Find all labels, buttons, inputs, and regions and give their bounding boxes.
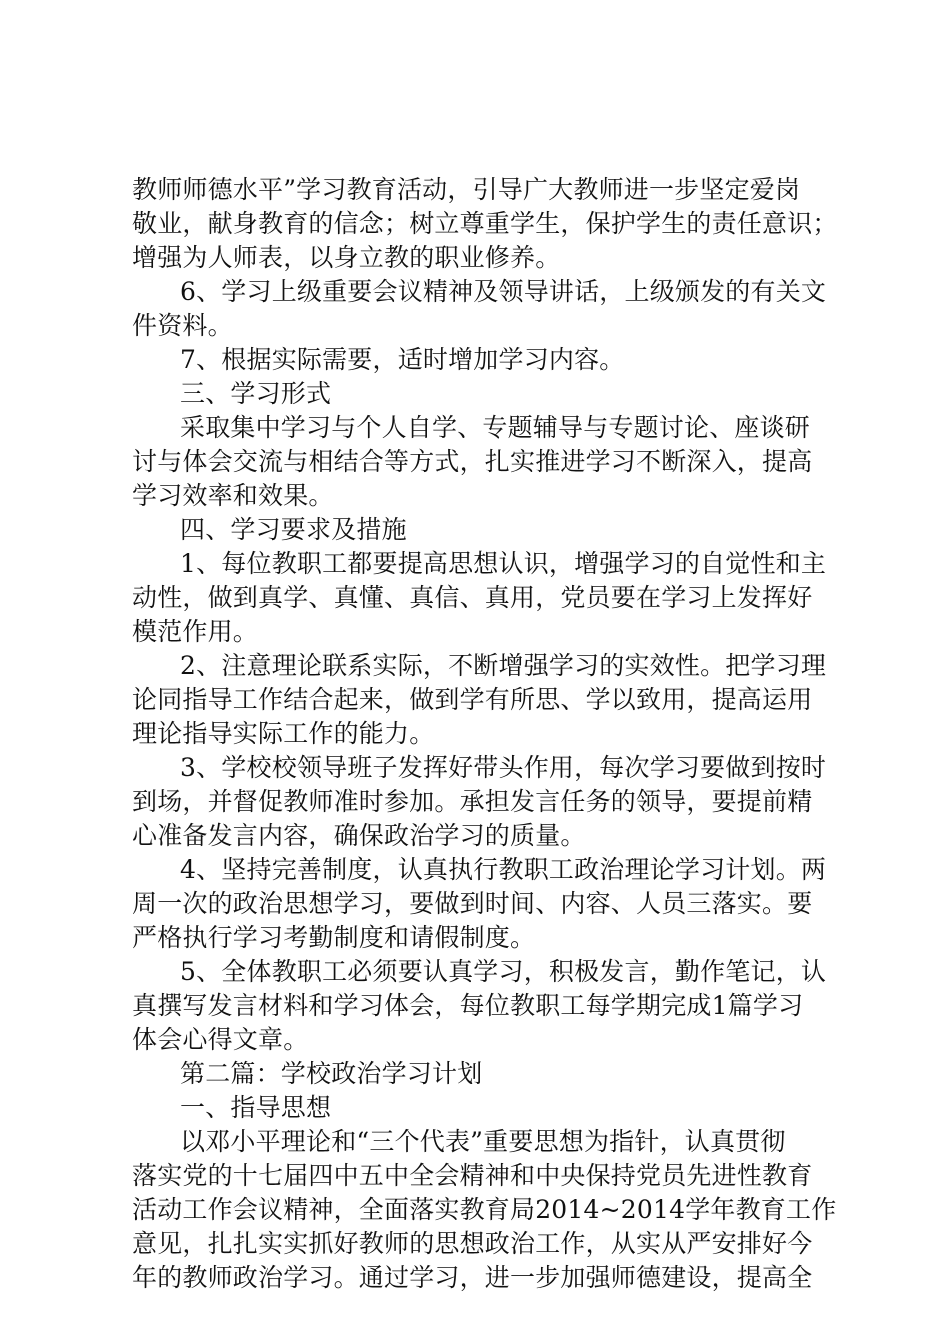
text-line: 意见，扎扎实实抓好教师的思想政治工作，从实从严安排好今: [132, 1229, 813, 1258]
text-line: 到场，并督促教师准时参加。承担发言任务的领导，要提前精: [132, 787, 813, 816]
text-line: 年的教师政治学习。通过学习，进一步加强师德建设，提高全: [132, 1263, 813, 1292]
text-line: 模范作用。: [132, 617, 259, 646]
text-line: 严格执行学习考勤制度和请假制度。: [132, 923, 536, 952]
text-line: 心准备发言内容，确保政治学习的质量。: [132, 821, 586, 850]
text-line: 件资料。: [132, 311, 233, 340]
text-line: 2、注意理论联系实际，不断增强学习的实效性。把学习理: [180, 651, 827, 680]
text-line: 5、全体教职工必须要认真学习，积极发言，勤作笔记，认: [180, 957, 827, 986]
text-line: 敬业，献身教育的信念；树立尊重学生，保护学生的责任意识；: [132, 209, 838, 238]
text-line: 活动工作会议精神，全面落实教育局2014~2014学年教育工作: [132, 1195, 837, 1224]
text-line: 6、学习上级重要会议精神及领导讲话，上级颁发的有关文: [180, 277, 827, 306]
text-line: 增强为人师表，以身立教的职业修养。: [132, 243, 561, 272]
section-heading: 三、学习形式: [180, 379, 332, 408]
text-line: 动性，做到真学、真懂、真信、真用，党员要在学习上发挥好: [132, 583, 813, 612]
text-line: 落实党的十七届四中五中全会精神和中央保持党员先进性教育: [132, 1161, 813, 1190]
section-heading: 四、学习要求及措施: [180, 515, 407, 544]
text-line: 7、根据实际需要，适时增加学习内容。: [180, 345, 625, 374]
text-line: 理论指导实际工作的能力。: [132, 719, 435, 748]
text-line: 讨与体会交流与相结合等方式，扎实推进学习不断深入，提高: [132, 447, 813, 476]
text-line: 体会心得文章。: [132, 1025, 309, 1054]
text-line: 3、学校校领导班子发挥好带头作用，每次学习要做到按时: [180, 753, 827, 782]
chapter-heading: 第二篇：学校政治学习计划: [180, 1059, 483, 1088]
text-line: 采取集中学习与个人自学、专题辅导与专题讨论、座谈研: [180, 413, 811, 442]
text-line: 以邓小平理论和“三个代表”重要思想为指针，认真贯彻: [180, 1127, 786, 1156]
text-line: 4、坚持完善制度，认真执行教职工政治理论学习计划。两: [180, 855, 827, 884]
text-line: 教师师德水平”学习教育活动，引导广大教师进一步坚定爱岗: [132, 175, 801, 204]
text-line: 周一次的政治思想学习，要做到时间、内容、人员三落实。要: [132, 889, 813, 918]
section-heading: 一、指导思想: [180, 1093, 332, 1122]
text-line: 1、每位教职工都要提高思想认识，增强学习的自觉性和主: [180, 549, 827, 578]
text-line: 真撰写发言材料和学习体会，每位教职工每学期完成1篇学习: [132, 991, 804, 1020]
text-line: 学习效率和效果。: [132, 481, 334, 510]
text-line: 论同指导工作结合起来，做到学有所思、学以致用，提高运用: [132, 685, 813, 714]
